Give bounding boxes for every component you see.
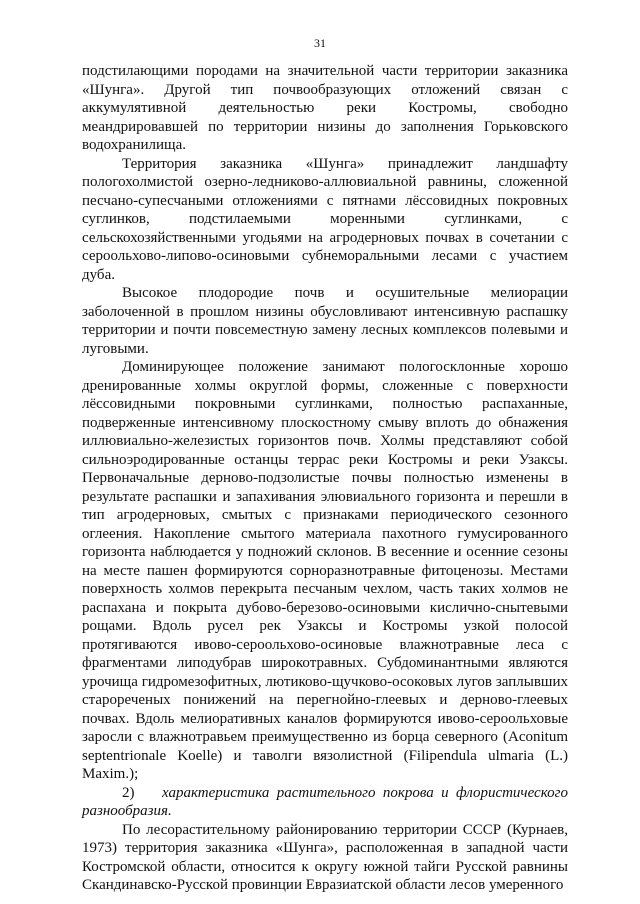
list-item-text: характеристика растительного покрова и флористического разнообразия.	[82, 784, 568, 819]
paragraph-zoning: По лесорастительному районированию территории СССР (Курнаев, 1973) территория заказника «Шунга», расположенная в западной части Костромской области, относится к округу южной тайги Русской равнины Скандинавско-Русской провинции Евразиатской области лесов умеренного	[82, 821, 568, 893]
list-item-2	[82, 784, 568, 821]
paragraph-hills: Доминирующее положение занимают пологосклонные хорошо дренированные холмы округлой формы, сложенные с поверхности лёссовидными покровными суглинками, полностью распаханные, подверженные интенсивному плоскостному смыву вплоть до обнажения иллювиально-железистых горизонтов почв. Холмы представляют собой сильноэродированные останцы террас реки Костромы и реки Узаксы. Первоначальные дерново-подзолистые почвы полностью изменены в результате распашки и запахивания элювиального горизонта и перешли в тип агродерновых, смытых с признаками периодического сезонного оглеения. Накопление смытого материала пахотного гумусированного горизонта наблюдается у подножий склонов. В весенние и осенние сезоны на месте пашен формируются сорноразнотравные фитоценозы. Местами поверхность холмов перекрыта песчаным чехлом, часть таких холмов не распахана и покрыта дубово-березово-осиновыми кислично-снытевыми рощами. Вдоль русел рек Узаксы и Костромы узкой полосой протягиваются ивово-сероольхово-осиновые влажнотравные леса с фрагментами липодубрав широкотравных. Субдоминантными являются урочища гидромезофитных, лютиково-щучково-осоковых лугов заплывших старореченых понижений на перегнойно-глеевых и дерново-глеевых почвах. Вдоль мелиоративных каналов формируются ивово-сероольховые заросли с влажнотравьем преимущественно из борца северного (Aconitum septentrionale Koelle) и таволги вязолистной (Filipendula ulmaria (L.) Maxim.);	[82, 359, 568, 782]
document-body	[82, 62, 568, 895]
page-number: 31	[314, 36, 326, 50]
paragraph-fertility: Высокое плодородие почв и осушительные мелиорации заболоченной в прошлом низины обусловливают интенсивную распашку территории и почти повсеместную замену лесных комплексов полевыми и луговыми.	[82, 285, 568, 357]
paragraph-territory: Территория заказника «Шунга» принадлежит ландшафту пологохолмистой озерно-ледниково-аллювиальной равнины, сложенной песчано-супесчаными отложениями с пятнами лёссовидных покровных суглинков, подстилаемыми моренными суглинками, с сельскохозяйственными угодьями на агродерновых почвах в сочетании с сероольхово-липово-осиновыми субнеморальными лесами с участием дуба.	[82, 155, 568, 283]
list-item-number: 2)	[122, 784, 135, 801]
paragraph-continued: подстилающими породами на значительной части территории заказника «Шунга». Другой тип почвообразующих отложений связан с аккумулятивной деятельностью реки Костромы, свободно меандрировавшей по территории низины до заполнения Горьковского водохранилища.	[82, 63, 568, 153]
